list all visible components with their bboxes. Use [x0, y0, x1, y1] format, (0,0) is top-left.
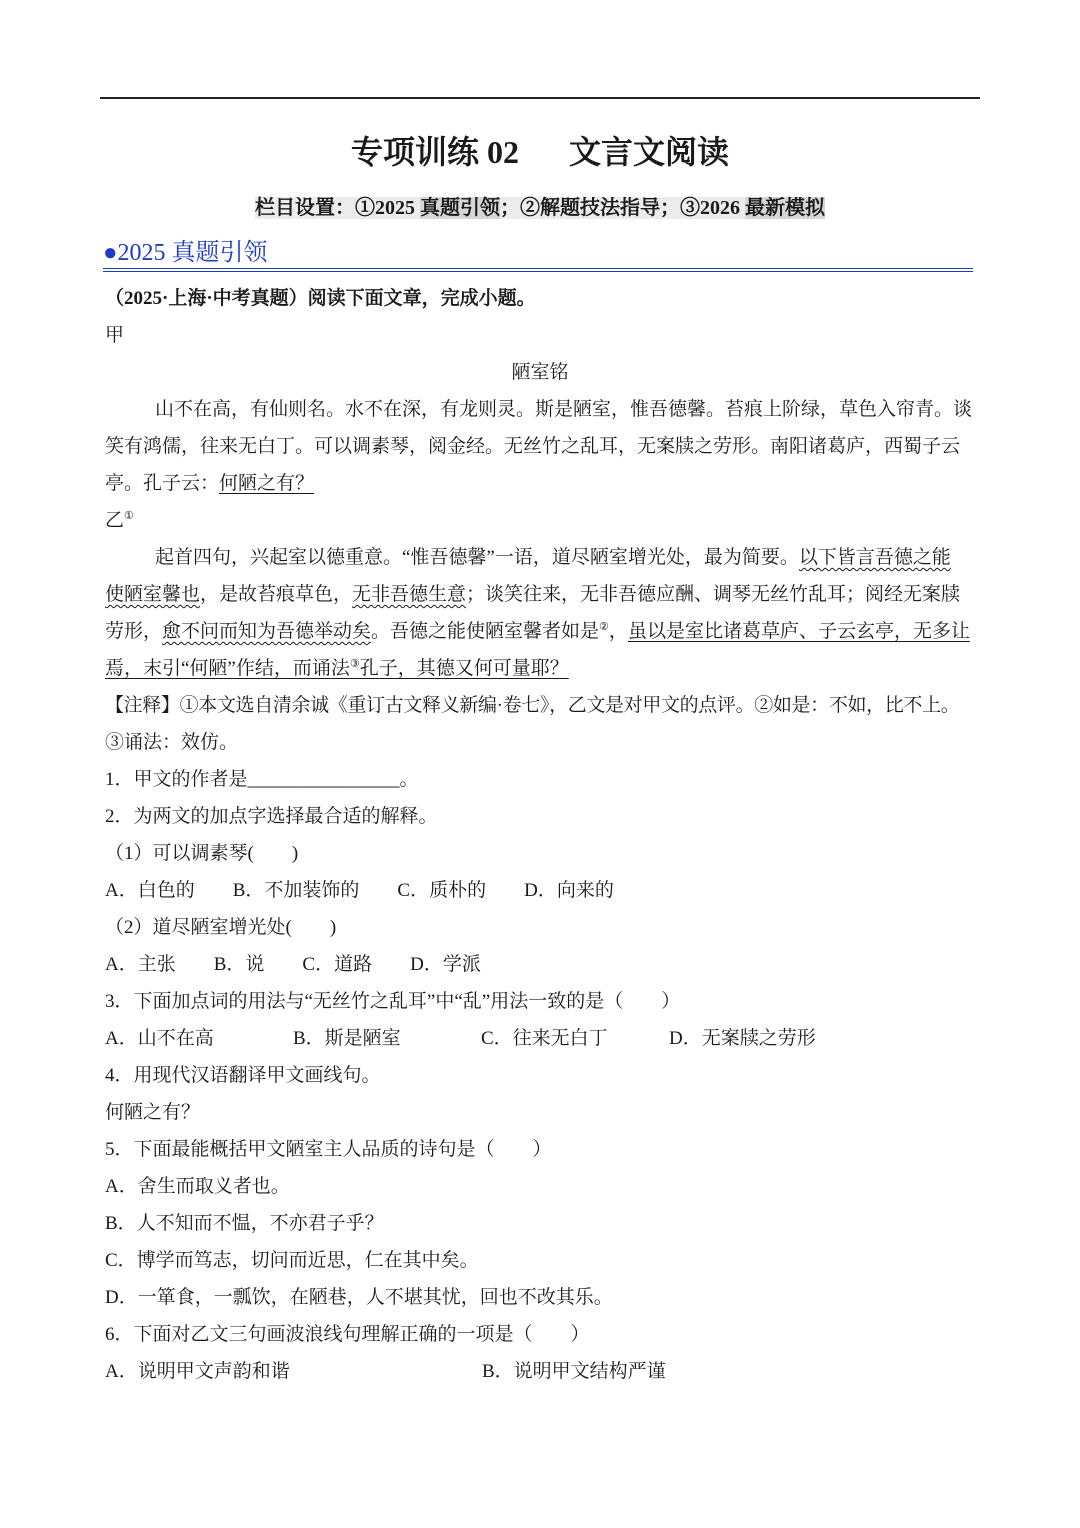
- text-jia-line-1: 山不在高，有仙则名。水不在深，有龙则灵。斯是陋室，惟吾德馨。苔痕上阶绿，草色入帘青。谈: [155, 399, 973, 420]
- footnote-marker: ②: [599, 621, 609, 633]
- yi-line-3-plain-2: 。吾德之能使陋室馨者如是: [371, 621, 600, 642]
- option-a: A．主张: [105, 954, 176, 975]
- option-c: C．道路: [302, 954, 373, 975]
- column-settings-seg-2: 真题引领: [420, 197, 500, 219]
- title-part-1: 专项训练 02: [350, 134, 519, 170]
- text-jia-line-3: [105, 465, 975, 502]
- page-title: [0, 130, 1080, 174]
- section-header: ●2025 真题引领: [103, 238, 973, 272]
- document-body: [105, 280, 975, 1390]
- header-rule: [100, 97, 980, 99]
- option-d: D．一箪食，一瓢饮，在陋巷，人不堪其忧，回也不改其乐。: [105, 1287, 613, 1308]
- option-c: C．质朴的: [397, 880, 487, 901]
- question-2-sub-2: （2）道尽陋室增光处( ): [105, 917, 337, 938]
- question-2-sub-2-options: [105, 946, 975, 983]
- annotation-line-2: ③诵法：效仿。: [105, 732, 239, 753]
- underlined-sentence: 何陋之有？: [219, 473, 315, 494]
- option-c: C．往来无白丁: [481, 1028, 608, 1049]
- underlined-sentence-part-1: 虽以是室比诸葛草庐、子云玄亭，无多让: [627, 621, 970, 642]
- question-2-stem: 2．为两文的加点字选择最合适的解释。: [105, 806, 438, 827]
- text-yi-line-1: [105, 539, 975, 576]
- option-a: A．山不在高: [105, 1028, 214, 1049]
- question-5-stem: 5．下面最能概括甲文陋室主人品质的诗句是（ ）: [105, 1139, 552, 1160]
- option-d: D．无案牍之劳形: [669, 1028, 816, 1049]
- footnote-marker: ③: [349, 658, 360, 670]
- column-settings-seg-3: ；②解题技法指导；③2026: [500, 197, 745, 219]
- option-b: B．斯是陋室: [293, 1028, 401, 1049]
- title-part-2: 文言文阅读: [569, 134, 730, 170]
- option-d: D．学派: [410, 954, 481, 975]
- footnote-marker: ①: [124, 510, 134, 522]
- source-line: （2025·上海·中考真题）阅读下面文章，完成小题。: [105, 288, 536, 309]
- option-b: B．不加装饰的: [232, 880, 360, 901]
- wavy-sentence-1-part-2: 使陋室馨也: [105, 584, 201, 605]
- yi-line-2-plain-1: ，是故苔痕草色，: [200, 584, 353, 605]
- text-yi-line-3: [105, 613, 975, 650]
- question-3-stem: 3．下面加点词的用法与“无丝竹之乱耳”中“乱”用法一致的是（ ）: [105, 991, 681, 1012]
- text-yi-label-text: 乙: [105, 510, 125, 531]
- question-6-stem: 6．下面对乙文三句画波浪线句理解正确的一项是（ ）: [105, 1324, 590, 1345]
- option-c: C．博学而笃志，切问而近思，仁在其中矣。: [105, 1250, 479, 1271]
- column-settings: [0, 195, 1080, 222]
- option-d: D．向来的: [524, 880, 614, 901]
- wavy-sentence-3: 愈不问而知为吾德举动矣: [162, 621, 372, 642]
- text-yi-line-2: [105, 576, 975, 613]
- yi-line-4-text-1: 焉，末引“何陋”作结，而诵法: [105, 658, 350, 679]
- option-a: A．说明甲文声韵和谐: [105, 1361, 290, 1382]
- column-settings-seg-4: 最新模拟: [745, 197, 825, 219]
- question-2-sub-1-options: [105, 872, 975, 909]
- column-settings-seg-1: 栏目设置：①2025: [255, 197, 420, 219]
- question-3-options: [105, 1020, 975, 1057]
- yi-line-4-text-2: 孔子，其德又何可量耶？: [359, 658, 569, 679]
- text-yi-label: [105, 502, 975, 539]
- option-b: B．说明甲文结构严谨: [482, 1361, 666, 1382]
- option-b: B．人不知而不愠，不亦君子乎？: [105, 1213, 384, 1234]
- underlined-sentence-part-2: [105, 658, 569, 679]
- question-2-sub-1: （1）可以调素琴( ): [105, 843, 299, 864]
- text-jia-title: 陋室铭: [511, 362, 569, 383]
- question-6-options: [105, 1353, 975, 1390]
- wavy-sentence-2: 无非吾德生意: [352, 584, 467, 605]
- yi-line-1-plain: 起首四句，兴起室以德重意。“惟吾德馨”一语，道尽陋室增光处，最为简要。: [155, 547, 799, 568]
- option-a: A．舍生而取义者也。: [105, 1176, 290, 1197]
- yi-line-2-plain-2: ；谈笑往来，无非吾德应酬、调琴无丝竹乱耳；阅经无案牍: [466, 584, 961, 605]
- wavy-sentence-1-part-1: 以下皆言吾德之能: [798, 547, 951, 568]
- option-a: A．白色的: [105, 880, 195, 901]
- text-yi-line-4: [105, 650, 975, 687]
- yi-line-3-plain-1: 劳形，: [105, 621, 163, 642]
- question-4-stem: 4．用现代汉语翻译甲文画线句。: [105, 1065, 381, 1086]
- question-1: 1．甲文的作者是________________。: [105, 769, 419, 790]
- text-jia-line-2: 笑有鸿儒，往来无白丁。可以调素琴，阅金经。无丝竹之乱耳，无案牍之劳形。南阳诸葛庐，西蜀子云: [105, 436, 961, 457]
- question-4-sentence: 何陋之有？: [105, 1102, 201, 1123]
- option-b: B．说: [213, 954, 265, 975]
- text-jia-label: 甲: [105, 325, 125, 346]
- yi-line-3-plain-3: ，: [608, 621, 628, 642]
- annotation-line-1: 【注释】①本文选自清余诚《重订古文释义新编·卷七》，乙文是对甲文的点评。②如是：不如，比不上。: [105, 695, 960, 716]
- text-jia-line-3-plain: 亭。孔子云：: [105, 473, 220, 494]
